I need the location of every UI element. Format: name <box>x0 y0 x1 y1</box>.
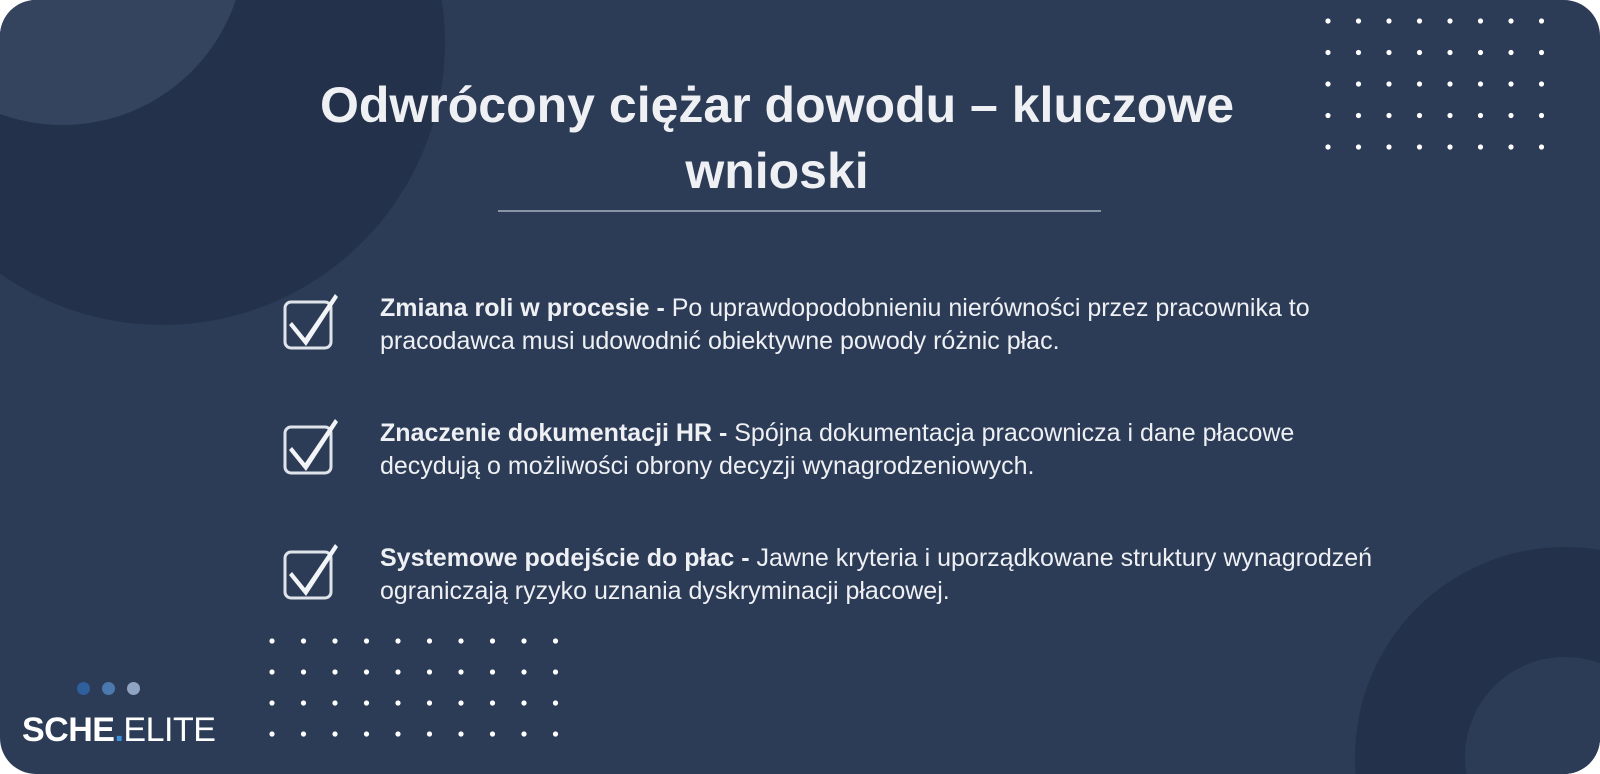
list-item <box>283 415 1393 540</box>
checkbox-check-icon <box>283 540 341 602</box>
list-item <box>283 540 1393 665</box>
conclusions-list <box>283 290 1393 665</box>
item-heading: Systemowe podejście do płac - <box>380 544 750 572</box>
list-item <box>283 290 1393 415</box>
page-title: Odwrócony ciężar dowodu – kluczowe wnioski <box>319 77 1235 199</box>
item-description: Jawne kryteria i uporządkowane struktury wynagrodzeń ograniczają ryzyko uznania dyskryminacji płacowej. <box>380 544 1373 605</box>
title-divider <box>498 210 1101 212</box>
item-text <box>380 292 1380 358</box>
dot-grid-top-right <box>1318 12 1548 152</box>
item-description: Po uprawdopodobnieniu nierówności przez pracownika to pracodawca musi udowodnić obiektywne powody różnic płac. <box>380 294 1310 355</box>
item-heading: Znaczenie dokumentacji HR - <box>380 419 728 447</box>
item-description: Spójna dokumentacja pracownicza i dane płacowe decydują o możliwości obrony decyzji wynagrodzeniowych. <box>380 419 1295 480</box>
brand-logo: SCHE.ELITE <box>22 711 216 749</box>
item-text <box>380 542 1380 608</box>
item-text <box>380 417 1380 483</box>
checkbox-check-icon <box>283 415 341 477</box>
item-heading: Zmiana roli w procesie - <box>380 294 665 322</box>
checkbox-check-icon <box>283 290 341 352</box>
